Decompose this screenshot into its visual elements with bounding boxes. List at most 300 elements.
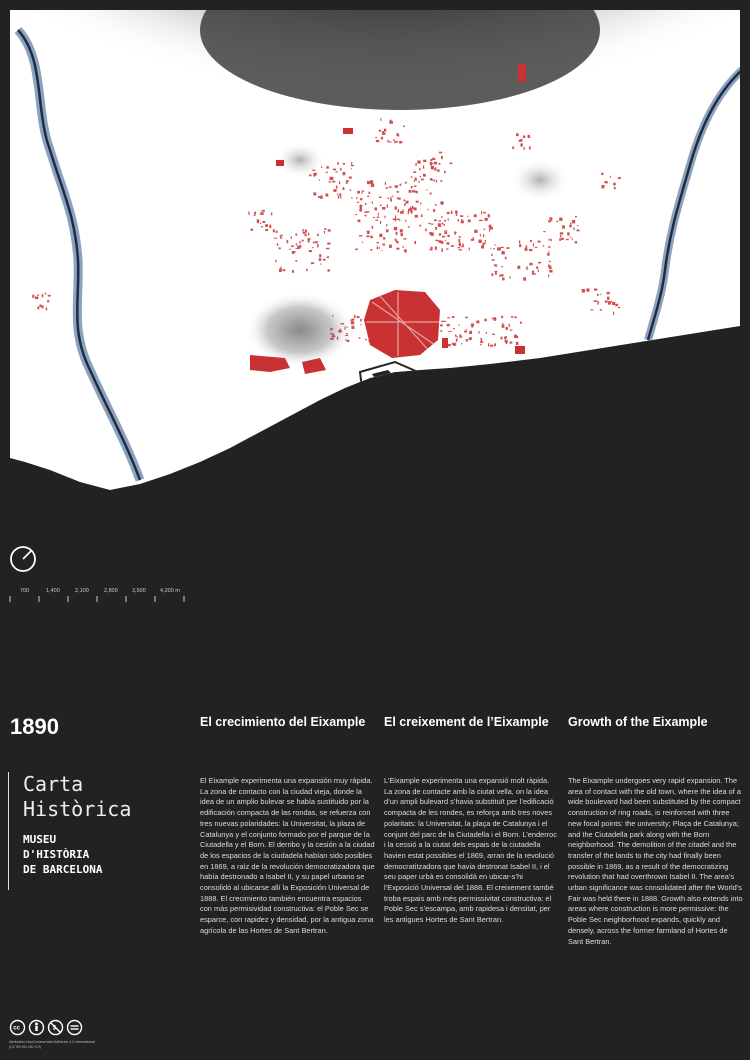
built-parcel xyxy=(471,239,474,241)
built-parcel xyxy=(455,211,458,214)
built-parcel xyxy=(351,197,353,198)
built-parcel xyxy=(441,321,443,323)
built-parcel xyxy=(501,316,503,318)
built-parcel xyxy=(360,324,361,326)
built-parcel xyxy=(457,336,459,337)
built-parcel xyxy=(346,183,348,184)
built-parcel xyxy=(347,340,350,342)
built-parcel xyxy=(490,227,493,230)
built-parcel xyxy=(410,207,411,208)
built-parcel xyxy=(393,139,395,141)
built-parcel xyxy=(411,187,412,189)
built-parcel xyxy=(451,211,453,214)
built-parcel xyxy=(397,211,399,212)
built-parcel xyxy=(394,229,397,230)
built-parcel xyxy=(446,242,449,244)
built-parcel xyxy=(385,182,386,185)
scale-tick-label: 700 xyxy=(20,588,30,594)
built-parcel xyxy=(420,176,421,177)
built-parcel xyxy=(454,232,456,235)
text-catalan: L’Eixample experimenta una expansió molt ràpida. La zona de contacte amb la ciutat vella, on la idea d’un ampli bulevard s’havia substituït per l’edificació compacta de les rondes, es reforça amb tres noves polaritats: la Universitat, la plaça de Catalunya i el conjunt del parc de la Ciutadella i el Born. L’enderroc i la cessió a la ciutat dels espais de la ciutadella havien estat possibles el 1869, arran de la revolució democratitzadora que havia destronat Isabel II, i el seu paper urbà es consolidà en ubicar-s’hi l’Exposició Universal del 1888. El creixement també troba espais amb més permissivitat constructiva: el Poble Sec s’escampa, amb rapidesa i densitat, per les antigues Hortes de Sant Bertran. xyxy=(384,776,557,925)
built-parcel xyxy=(526,266,527,268)
built-parcel xyxy=(387,140,388,142)
built-parcel xyxy=(532,273,533,275)
built-parcel xyxy=(399,141,402,143)
built-parcel xyxy=(403,238,406,239)
built-parcel xyxy=(586,288,589,291)
built-parcel xyxy=(494,264,497,266)
built-parcel xyxy=(605,181,608,183)
built-parcel xyxy=(618,307,621,308)
built-parcel xyxy=(357,191,360,194)
built-parcel xyxy=(431,224,434,225)
built-parcel xyxy=(311,262,314,264)
built-parcel xyxy=(357,202,360,203)
built-parcel xyxy=(497,249,498,251)
built-parcel xyxy=(465,317,468,319)
built-parcel xyxy=(488,343,489,346)
built-parcel xyxy=(614,187,616,189)
built-parcel xyxy=(448,331,451,332)
built-parcel xyxy=(291,245,293,247)
built-parcel xyxy=(333,169,336,171)
built-parcel xyxy=(414,185,416,187)
built-parcel xyxy=(292,270,294,273)
built-parcel xyxy=(519,240,520,243)
built-parcel xyxy=(400,211,403,214)
built-parcel xyxy=(449,163,452,165)
built-parcel xyxy=(344,326,345,329)
land-area xyxy=(0,0,750,500)
built-parcel xyxy=(358,220,361,223)
built-parcel xyxy=(287,240,289,243)
built-parcel xyxy=(601,173,603,175)
built-parcel xyxy=(491,254,492,256)
built-parcel xyxy=(526,268,529,269)
built-parcel xyxy=(511,316,513,318)
built-parcel xyxy=(547,253,550,255)
built-parcel xyxy=(488,214,490,217)
built-parcel xyxy=(435,246,437,249)
built-parcel xyxy=(569,225,572,227)
built-parcel xyxy=(332,181,335,183)
built-parcel xyxy=(416,201,419,203)
built-parcel xyxy=(388,141,391,142)
built-parcel xyxy=(315,241,318,243)
text-english: The Eixample undergoes very rapid expansion. The area of contact with the old town, where the idea of a wide boulevard had been substituted by the compact construction of ring roads, is reinforced with three new focal points: the university; Plaça de Catalunya; and the Ciutadella park along with the Born neighborhood. The demolition of the citadel and the transfer of the lands to the city had finally been possible in 1869, as a result of the democratizing revolution that had overthrown Isabel II. The area’s urban significance was consolidated after the World’s Fair was held there in 1888. Growth also extends into areas where construction is more permissive: the Poble Sec neighborhood expands, quickly and densely, across the former farmland of Hortes de Sant Bertran. xyxy=(568,776,743,946)
built-parcel xyxy=(575,241,577,243)
built-parcel xyxy=(562,225,565,228)
built-parcel xyxy=(474,214,477,217)
built-parcel xyxy=(445,240,446,241)
built-parcel xyxy=(441,249,443,252)
historical-map xyxy=(0,0,750,500)
built-parcel xyxy=(42,294,44,297)
built-parcel xyxy=(279,269,282,273)
built-parcel xyxy=(519,244,521,247)
built-parcel xyxy=(421,214,423,217)
built-parcel xyxy=(560,232,563,234)
scale-tick-label: 2,100 xyxy=(75,588,89,594)
built-parcel xyxy=(265,229,268,231)
built-parcel xyxy=(277,243,278,246)
built-parcel xyxy=(423,174,426,177)
built-parcel xyxy=(453,328,455,329)
built-parcel xyxy=(446,248,448,249)
built-parcel xyxy=(444,232,447,234)
built-parcel xyxy=(577,229,580,231)
museum-brand xyxy=(8,772,179,890)
built-parcel xyxy=(572,238,573,240)
built-parcel xyxy=(501,274,503,276)
built-parcel xyxy=(459,239,461,243)
built-parcel xyxy=(430,233,433,236)
built-parcel xyxy=(423,165,424,168)
built-parcel xyxy=(471,324,474,327)
built-parcel xyxy=(307,238,310,240)
built-parcel xyxy=(430,193,432,195)
built-parcel xyxy=(520,139,522,142)
cc-license-badge[interactable] xyxy=(9,1019,84,1036)
built-parcel xyxy=(374,208,377,211)
built-parcel xyxy=(396,219,399,220)
scale-tick-label: 1,400 xyxy=(46,588,60,594)
built-parcel xyxy=(400,229,403,232)
built-parcel xyxy=(308,240,310,242)
built-parcel xyxy=(559,238,561,241)
built-parcel xyxy=(317,244,318,248)
title-catalan: El creixement de l’Eixample xyxy=(384,715,549,729)
built-parcel xyxy=(559,218,562,221)
built-parcel xyxy=(254,212,256,214)
built-parcel xyxy=(495,272,497,275)
built-parcel xyxy=(425,229,427,232)
built-parcel xyxy=(381,137,383,140)
built-parcel xyxy=(336,186,338,189)
built-parcel xyxy=(360,319,362,322)
built-parcel xyxy=(605,301,608,303)
built-parcel xyxy=(523,277,526,280)
built-parcel xyxy=(261,226,263,227)
year-heading: 1890 xyxy=(10,714,59,739)
built-parcel xyxy=(491,273,493,276)
built-parcel xyxy=(444,171,446,173)
built-parcel xyxy=(382,250,383,251)
built-parcel xyxy=(479,240,482,243)
built-parcel xyxy=(570,223,571,226)
built-parcel xyxy=(279,247,281,249)
built-parcel xyxy=(550,239,551,242)
built-parcel xyxy=(415,215,418,218)
built-parcel xyxy=(455,335,457,337)
built-parcel xyxy=(396,241,398,242)
built-parcel xyxy=(608,301,611,304)
built-parcel xyxy=(389,186,391,188)
built-parcel xyxy=(502,325,505,328)
built-parcel xyxy=(536,267,538,269)
built-parcel xyxy=(377,217,379,219)
built-parcel xyxy=(330,338,333,340)
built-parcel xyxy=(385,216,386,219)
built-parcel xyxy=(308,233,309,236)
built-parcel xyxy=(380,118,381,121)
built-parcel xyxy=(318,196,320,198)
built-parcel xyxy=(275,260,276,263)
built-parcel xyxy=(337,162,339,165)
built-parcel xyxy=(320,264,321,265)
built-parcel xyxy=(295,233,297,235)
built-parcel xyxy=(480,341,483,343)
built-parcel xyxy=(302,240,304,242)
built-parcel xyxy=(572,220,575,223)
built-parcel xyxy=(461,343,462,344)
built-parcel xyxy=(346,327,347,328)
built-parcel xyxy=(319,254,321,257)
built-parcel xyxy=(296,248,298,249)
built-parcel xyxy=(535,247,538,248)
built-parcel xyxy=(397,135,400,136)
built-parcel xyxy=(538,241,541,243)
scale-bar xyxy=(8,584,198,604)
built-parcel xyxy=(414,241,416,244)
built-parcel xyxy=(447,317,450,318)
built-parcel xyxy=(480,344,481,346)
built-parcel xyxy=(561,238,564,240)
built-parcel xyxy=(375,137,377,138)
built-parcel xyxy=(469,248,470,251)
built-parcel xyxy=(35,297,38,299)
brand-subtitle: MUSEU D'HISTÒRIA DE BARCELONA xyxy=(23,833,103,876)
scale-tick-label: 3,500 xyxy=(132,588,146,594)
built-parcel xyxy=(490,345,493,347)
built-parcel xyxy=(386,187,389,188)
built-parcel xyxy=(396,232,398,235)
built-parcel xyxy=(372,201,373,204)
built-parcel xyxy=(430,249,433,251)
built-parcel xyxy=(459,236,461,238)
built-parcel xyxy=(338,196,340,199)
built-parcel xyxy=(383,244,386,246)
built-parcel xyxy=(254,214,256,216)
eixample-core xyxy=(364,290,440,358)
built-parcel xyxy=(602,185,604,186)
built-parcel xyxy=(441,216,442,218)
built-parcel xyxy=(575,216,577,218)
built-parcel xyxy=(389,121,392,124)
built-parcel xyxy=(403,200,405,202)
built-parcel xyxy=(320,196,323,199)
built-parcel xyxy=(389,245,392,248)
built-parcel xyxy=(415,163,416,166)
built-parcel xyxy=(458,219,460,221)
built-parcel xyxy=(299,241,300,244)
built-parcel xyxy=(42,305,44,308)
built-parcel xyxy=(523,147,524,150)
built-parcel xyxy=(326,248,330,249)
built-parcel xyxy=(483,212,486,214)
built-parcel xyxy=(313,192,316,195)
built-parcel xyxy=(453,343,456,346)
built-parcel xyxy=(618,177,621,179)
built-parcel xyxy=(440,241,443,244)
built-parcel xyxy=(403,126,405,127)
built-parcel xyxy=(340,329,341,330)
built-parcel xyxy=(356,197,357,199)
built-parcel xyxy=(367,181,370,184)
built-parcel xyxy=(45,293,47,295)
built-parcel xyxy=(597,294,599,296)
built-parcel xyxy=(434,219,435,221)
built-parcel xyxy=(505,257,507,260)
built-parcel xyxy=(340,168,341,171)
built-parcel xyxy=(426,190,427,191)
built-parcel xyxy=(349,177,352,179)
built-parcel xyxy=(613,183,616,185)
built-parcel xyxy=(501,247,504,248)
built-parcel xyxy=(408,211,409,215)
built-parcel xyxy=(328,269,330,272)
built-parcel xyxy=(538,262,541,264)
built-parcel xyxy=(248,212,249,215)
built-parcel xyxy=(366,236,369,238)
built-parcel xyxy=(379,247,380,249)
built-parcel xyxy=(494,317,497,321)
built-parcel xyxy=(351,321,355,324)
built-parcel xyxy=(375,220,378,221)
built-parcel xyxy=(433,209,435,212)
built-parcel xyxy=(338,330,341,333)
built-parcel xyxy=(470,337,472,340)
built-parcel xyxy=(351,326,354,329)
built-parcel xyxy=(365,215,367,217)
built-parcel xyxy=(346,180,349,182)
built-parcel xyxy=(305,234,307,236)
built-parcel xyxy=(495,244,497,245)
built-parcel xyxy=(387,205,388,208)
built-parcel xyxy=(528,135,531,138)
built-parcel xyxy=(269,225,271,228)
built-parcel xyxy=(442,236,445,238)
built-parcel xyxy=(342,189,345,190)
built-parcel xyxy=(360,198,362,200)
built-parcel xyxy=(556,221,558,222)
built-parcel xyxy=(481,246,484,249)
built-parcel xyxy=(438,225,441,227)
built-parcel xyxy=(364,212,367,213)
built-parcel xyxy=(345,335,348,336)
built-parcel xyxy=(440,201,443,204)
built-parcel xyxy=(397,191,399,193)
built-parcel xyxy=(549,239,550,241)
built-parcel xyxy=(548,251,549,252)
built-parcel xyxy=(490,248,491,249)
built-parcel xyxy=(485,218,488,221)
built-parcel xyxy=(413,171,416,173)
built-parcel xyxy=(476,321,479,324)
built-parcel xyxy=(598,301,599,303)
built-parcel xyxy=(607,297,608,299)
built-parcel xyxy=(460,215,463,217)
built-parcel xyxy=(420,202,421,204)
built-parcel xyxy=(383,237,385,239)
built-parcel xyxy=(309,174,311,176)
built-parcel xyxy=(438,220,441,221)
built-parcel xyxy=(486,332,487,334)
built-parcel xyxy=(380,221,381,224)
built-parcel xyxy=(474,230,477,233)
built-parcel xyxy=(271,213,272,216)
built-parcel xyxy=(48,295,51,297)
built-parcel xyxy=(481,338,483,340)
built-parcel xyxy=(309,250,312,252)
built-parcel xyxy=(377,242,379,244)
built-parcel xyxy=(384,129,386,132)
built-parcel xyxy=(461,246,464,247)
built-parcel xyxy=(390,198,392,201)
brand-title: Carta Històrica xyxy=(23,772,132,821)
built-parcel xyxy=(367,196,369,197)
built-parcel xyxy=(549,266,552,269)
title-spanish: El crecimiento del Eixample xyxy=(200,715,366,729)
built-parcel xyxy=(505,340,508,343)
built-parcel xyxy=(532,271,534,273)
built-parcel xyxy=(350,319,353,321)
built-parcel xyxy=(251,229,253,231)
built-parcel xyxy=(330,328,332,330)
built-parcel xyxy=(319,179,320,180)
built-parcel xyxy=(395,185,398,187)
built-parcel xyxy=(510,342,513,344)
built-parcel xyxy=(499,275,501,277)
built-parcel xyxy=(432,158,435,160)
built-parcel xyxy=(421,179,424,181)
built-parcel xyxy=(337,337,338,340)
built-parcel xyxy=(351,162,352,165)
built-parcel xyxy=(339,181,340,184)
built-parcel xyxy=(615,304,618,306)
built-parcel xyxy=(582,289,585,293)
built-parcel xyxy=(428,223,430,224)
built-parcel xyxy=(483,229,485,230)
built-parcel xyxy=(386,229,388,232)
built-parcel xyxy=(430,159,432,161)
built-parcel xyxy=(372,226,374,229)
built-parcel xyxy=(510,330,513,331)
built-parcel xyxy=(368,340,369,342)
scale-tick-label: 4,200 m xyxy=(160,588,180,594)
built-parcel xyxy=(492,259,495,261)
built-parcel xyxy=(502,323,503,325)
nd-icon xyxy=(68,1021,82,1035)
built-parcel xyxy=(37,307,39,310)
built-parcel xyxy=(440,330,442,332)
built-parcel xyxy=(333,334,335,337)
built-parcel xyxy=(434,162,437,165)
built-parcel xyxy=(305,230,307,233)
built-parcel xyxy=(312,247,314,248)
built-parcel xyxy=(378,213,379,215)
svg-text:cc: cc xyxy=(13,1025,20,1032)
built-parcel xyxy=(343,172,346,175)
built-parcel xyxy=(396,248,399,250)
built-parcel xyxy=(448,344,451,346)
built-parcel xyxy=(414,181,415,183)
built-parcel xyxy=(444,220,446,222)
built-parcel xyxy=(370,336,373,338)
built-parcel xyxy=(529,249,533,251)
built-parcel xyxy=(577,225,578,226)
built-parcel xyxy=(512,147,514,149)
